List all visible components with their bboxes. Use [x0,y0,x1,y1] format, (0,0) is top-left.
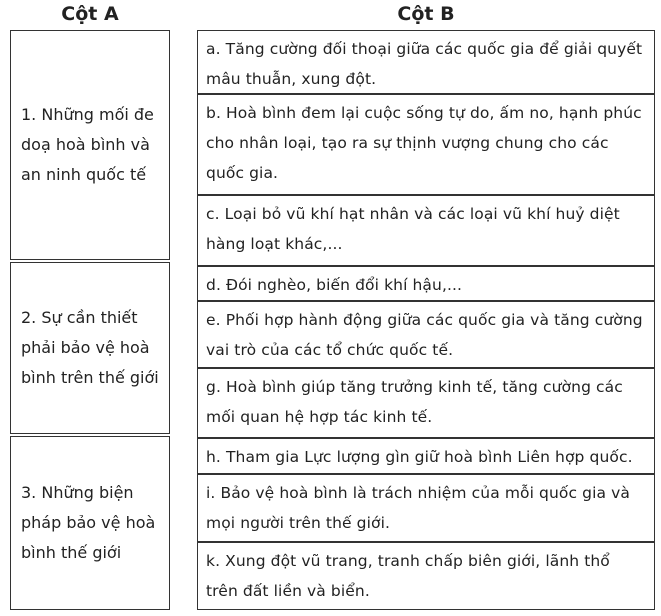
column-b-item-c: c. Loại bỏ vũ khí hạt nhân và các loại vũ khí huỷ diệt hàng loạt khác,... [197,195,655,266]
column-b-item-e: e. Phối hợp hành động giữa các quốc gia và tăng cường vai trò của các tổ chức quốc tế. [197,301,655,368]
column-b-item-b: b. Hoà bình đem lại cuộc sống tự do, ấm no, hạnh phúc cho nhân loại, tạo ra sự thịnh vượng chung cho các quốc gia. [197,94,655,195]
column-a-item-2: 2. Sự cần thiết phải bảo vệ hoà bình trên thế giới [10,262,170,434]
column-a-item-3: 3. Những biện pháp bảo vệ hoà bình thế giới [10,436,170,610]
column-b-item-g: g. Hoà bình giúp tăng trưởng kinh tế, tăng cường các mối quan hệ hợp tác kinh tế. [197,368,655,438]
column-b-item-i: i. Bảo vệ hoà bình là trách nhiệm của mỗi quốc gia và mọi người trên thế giới. [197,474,655,542]
column-b-item-h: h. Tham gia Lực lượng gìn giữ hoà bình Liên hợp quốc. [197,438,655,474]
column-b-header: Cột B [397,3,455,25]
column-b-item-a: a. Tăng cường đối thoại giữa các quốc gia để giải quyết mâu thuẫn, xung đột. [197,30,655,94]
column-a-header: Cột A [61,3,119,25]
column-a-item-1: 1. Những mối đe doạ hoà bình và an ninh quốc tế [10,30,170,260]
column-b-item-d: d. Đói nghèo, biến đổi khí hậu,... [197,266,655,301]
column-b-item-k: k. Xung đột vũ trang, tranh chấp biên giới, lãnh thổ trên đất liền và biển. [197,542,655,610]
